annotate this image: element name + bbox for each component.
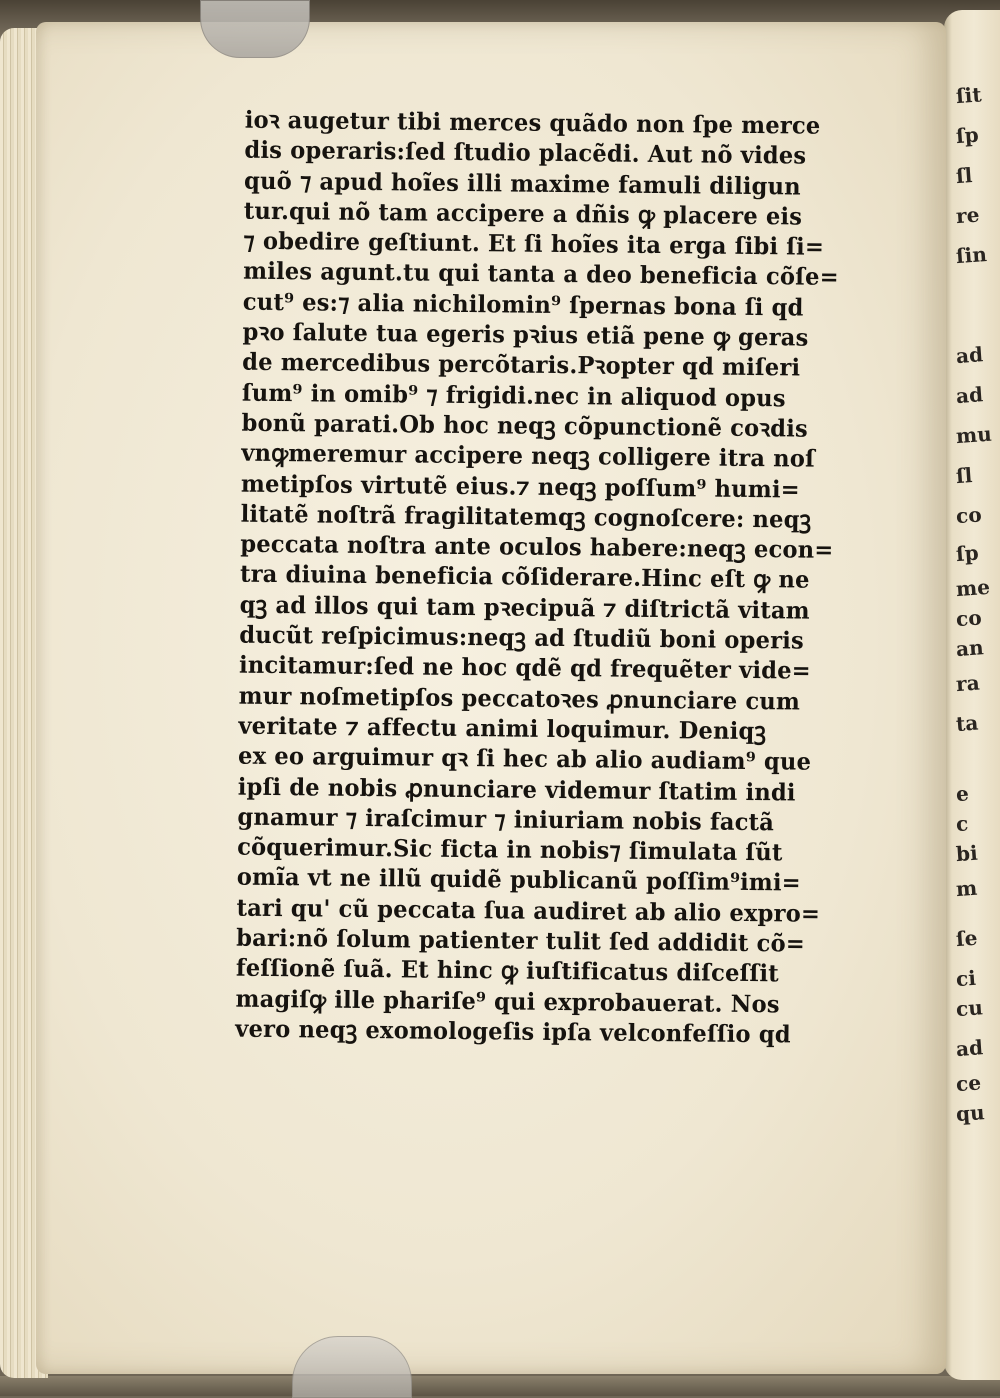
text-line: gnamur ⁊ iraſcimur ⁊ iniuriam nobis factã [237,802,775,837]
text-line: mur noſmetipſos peccatoꝛes ꝓnunciare cum [238,681,801,716]
next-page-fragment: ſp [955,540,980,567]
text-line: pꝛo ſalute tua egeris pꝛius etiã pene ꝙ geras [242,317,809,352]
next-page-edge [944,10,1000,1380]
text-line: ſum⁹ in omib⁹ ⁊ frigidi.nec in aliquod opus [241,378,786,413]
text-line: cõquerimur.Sic ficta in nobis⁊ ſimulata ſũt [237,832,783,867]
next-page-fragment: mu [955,421,993,449]
page-clip-top [200,0,310,58]
text-line: peccata noſtra ante oculos habere:neqꝫ econ= [240,529,834,565]
next-page-fragment: ſl [955,162,974,189]
text-line: vnꝙmeremur accipere neqꝫ colligere itra noſ [241,438,816,473]
next-page-fragment: me [955,574,991,602]
page-clip-bottom [292,1336,412,1398]
next-page-fragment: ce [955,1070,982,1097]
text-line: ipſi de nobis ꝓnunciare videmur ſtatim indi [237,772,796,807]
next-page-fragment: e [955,781,970,807]
text-line: qꝫ ad illos qui tam pꝛecipuã ⁊ diſtrictã vitam [239,590,810,625]
text-line: omĩa vt ne illũ quidẽ publicanũ poſſim⁹imi= [236,863,802,897]
text-line: ex eo arguimur qꝛ ſi hec ab alio audiam⁹ que [237,741,812,776]
next-page-fragment: ſin [955,241,988,269]
text-line: bari:nõ ſolum patienter tulit ſed addidit cõ= [236,923,806,958]
text-line: veritate ⁊ affectu animi loquimur. Deniqꝫ [238,711,767,746]
next-page-fragment: co [955,605,983,632]
text-line: cut⁹ es:⁊ alia nichilomin⁹ ſpernas bona ſi qd [242,287,804,322]
next-page-fragment: cu [955,995,984,1022]
next-page-fragment: ſp [955,122,980,149]
text-line: litatẽ noſtrã fragilitatemqꝫ cognoſcere: neqꝫ [240,499,812,534]
next-page-fragment: m [955,875,979,902]
next-page-fragment: re [955,202,981,229]
text-line: tari qu' cũ peccata ſua audiret ab alio expro= [236,893,821,928]
next-page-fragment: ta [955,710,980,737]
next-page-fragment: ſl [955,462,974,489]
next-page-fragment: ci [955,965,977,992]
text-line: miles agunt.tu qui tanta a deo beneficia cõſe= [243,257,839,292]
text-line: dis operaris:ſed ſtudio placẽdi. Aut nõ vides [244,135,807,170]
text-line: ducũt reſpicimus:neqꝫ ad ſtudiũ boni operis [239,620,805,655]
next-page-fragment: ſe [955,925,979,952]
text-line: magiſꝙ ille phariſe⁹ qui exprobauerat. Nos [235,984,780,1018]
text-line: incitamur:ſed ne hoc qdẽ qd frequẽter vide= [238,650,812,685]
next-page-fragment: ſit [955,82,983,109]
text-line: vero neqꝫ exomologeſis ipſa velconfeſſio qd [235,1014,791,1049]
page-text-block [235,105,885,1051]
text-line: metipſos virtutẽ eius.⁊ neqꝫ poſſum⁹ humi= [240,469,800,504]
next-page-fragment: an [955,635,985,662]
next-page-fragment: bi [955,840,979,867]
text-line: tra diuina beneficia cõſiderare.Hinc eſt ꝙ ne [239,560,810,595]
next-page-fragment: ad [955,1035,984,1062]
next-page-fragment: qu [955,1100,986,1127]
text-line: ioꝛ augetur tibi merces quãdo non ſpe merce [244,105,821,140]
text-line: ⁊ obedire geſtiunt. Et ſi hoĩes ita erga ſibi ſi= [243,226,825,261]
text-line: de mercedibus percõtaris.Pꝛopter qd miſeri [242,348,801,382]
background-bottom [0,1376,1000,1396]
next-page-fragment: ad [955,342,984,369]
text-line: quõ ⁊ apud hoĩes illi maxime famuli diligun [243,166,801,201]
text-line: bonũ parati.Ob hoc neqꝫ cõpunctionẽ coꝛdis [241,408,809,443]
next-page-fragment: co [955,502,983,529]
next-page-fragment: c [955,811,970,837]
next-page-fragment: ad [955,382,984,409]
next-page-fragment: ra [955,670,981,697]
text-line: tur.qui nõ tam accipere a dñis ꝙ placere eis [243,196,803,231]
text-line: feſſionẽ ſuã. Et hinc ꝙ iuſtificatus diſceſſit [235,953,779,988]
